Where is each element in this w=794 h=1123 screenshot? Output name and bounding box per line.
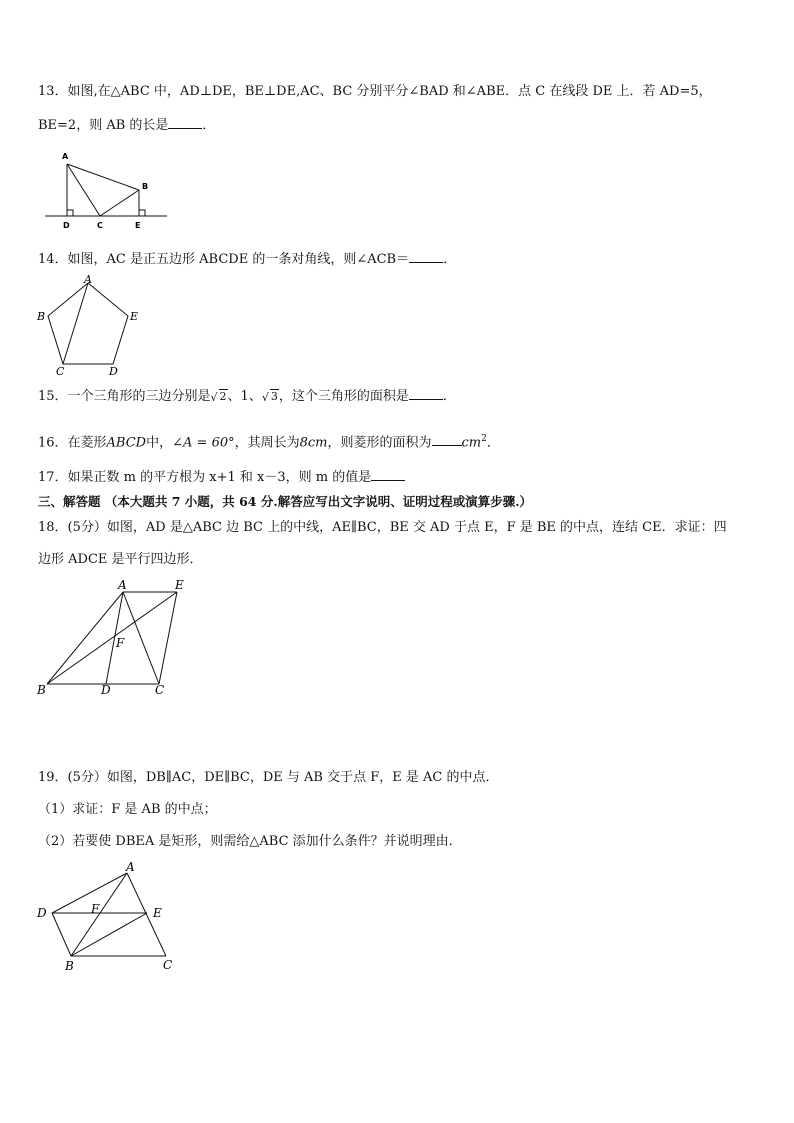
q16-line — [38, 430, 500, 452]
q18-label-b: B — [37, 683, 46, 697]
q16-shape: ABCD — [106, 435, 147, 451]
q16-text-mid3: ，则菱形的面积为 — [327, 435, 432, 451]
q18-label-a: A — [118, 578, 127, 592]
q15-text-post: ，这个三角形的面积是 — [278, 389, 409, 404]
q15-sqrt-2: √ 2 — [210, 390, 227, 404]
q18-figure — [34, 576, 194, 698]
q14-label-a: A — [84, 273, 92, 286]
q19-label-e: E — [153, 906, 162, 920]
q14-label-c: C — [56, 365, 65, 378]
q19-label-b: B — [65, 959, 74, 973]
q17-line — [38, 468, 405, 487]
q14-label-b: B — [37, 310, 46, 323]
q14-answer-blank — [409, 250, 443, 263]
q19-line3: （2）若要使 DBEA 是矩形，则需给△ABC 添加什么条件？并说明理由． — [38, 834, 462, 849]
q17-text: 17．如果正数 m 的平方根为 x+1 和 x－3，则 m 的值是 — [38, 470, 372, 485]
q13-line2 — [38, 116, 215, 135]
q15-text-pre: 15．一个三角形的三边分别是 — [38, 389, 211, 404]
q13-label-d: D — [63, 221, 70, 230]
q15-sqrt-2-arg: 2 — [219, 390, 227, 403]
q13-figure — [40, 148, 170, 233]
q13-line1: 13．如图,在△ABC 中，AD⊥DE，BE⊥DE,AC、BC 分别平分∠BAD 和∠ABE．点 C 在线段 DE 上．若 AD=5， — [38, 84, 712, 99]
q13-line2-end: ． — [202, 118, 216, 133]
q19-figure — [34, 858, 184, 976]
q14-end: ． — [443, 252, 457, 267]
q18-line1: 18．(5分）如图，AD 是△ABC 边 BC 上的中线，AE∥BC，BE 交 AD 于点 E，F 是 BE 的中点，连结 CE．求证：四 — [38, 520, 727, 535]
q18-label-c: C — [155, 683, 165, 697]
q16-perimeter: 8cm — [299, 435, 328, 451]
q15-line — [38, 387, 456, 406]
q14-label-d: D — [109, 365, 118, 378]
q16-angle: ∠A = 60° — [172, 435, 235, 451]
q13-label-e: E — [135, 221, 141, 230]
q18-label-e: E — [175, 578, 184, 592]
q14-text: 14．如图，AC 是正五边形 ABCDE 的一条对角线，则∠ACB＝ — [38, 252, 410, 267]
q16-end: ． — [486, 435, 500, 451]
q17-answer-blank — [371, 468, 405, 481]
q19-label-c: C — [163, 958, 173, 972]
q19-line2: （1）求证：F 是 AB 的中点； — [38, 802, 217, 817]
q13-answer-blank — [168, 116, 202, 129]
q13-label-b: B — [142, 182, 149, 191]
q16-answer-blank — [432, 433, 462, 446]
q16-unit-exp: 2 — [481, 434, 487, 444]
q14-line — [38, 250, 456, 269]
q19-label-f: F — [91, 902, 100, 916]
q18-label-d: D — [101, 683, 111, 697]
q18-line2: 边形 ADCE 是平行四边形． — [38, 552, 203, 567]
q16-unit: cm — [461, 435, 482, 451]
q13-line2-text: BE=2，则 AB 的长是 — [38, 118, 169, 133]
section3-header: 三、解答题 （本大题共 7 小题，共 64 分.解答应写出文字说明、证明过程或演算步骤.） — [38, 494, 533, 509]
q15-answer-blank — [409, 387, 443, 400]
q19-label-a: A — [126, 860, 135, 874]
q15-sqrt-3-arg: 3 — [270, 390, 278, 403]
q13-label-a: A — [62, 152, 69, 161]
q15-text-mid: 、1、 — [227, 389, 262, 404]
q16-text-mid1: 中， — [146, 435, 173, 451]
q15-sqrt-3: √ 3 — [261, 390, 278, 404]
q14-figure — [36, 274, 146, 378]
q16-text-mid2: ，其周长为 — [234, 435, 300, 451]
q15-end: ． — [442, 389, 456, 404]
q19-label-d: D — [37, 906, 47, 920]
q16-text-pre: 16．在菱形 — [38, 435, 107, 451]
q13-label-c: C — [97, 221, 103, 230]
q18-label-f: F — [116, 636, 125, 650]
q14-label-e: E — [130, 310, 139, 323]
q19-line1: 19．(5分）如图，DB∥AC，DE∥BC，DE 与 AB 交于点 F，E 是 AC 的中点． — [38, 770, 499, 785]
